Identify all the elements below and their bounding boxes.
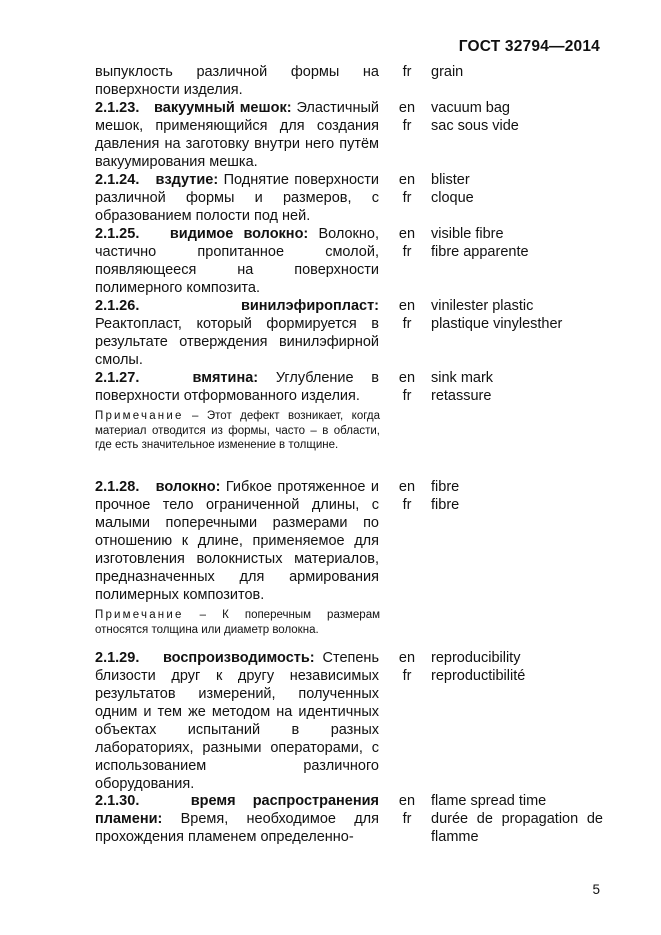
- term-name: вакуумный мешок:: [154, 100, 292, 116]
- term-text: [95, 171, 379, 225]
- term-text: [95, 369, 379, 405]
- term-text: [95, 478, 379, 604]
- lang-code-en: en: [398, 172, 416, 188]
- equivalent-fr: fibre apparente: [431, 244, 529, 260]
- term-definition: Эластичный мешок, применяющийся для создания давления на заготовку внутри него путём вакуумирования мешка.: [95, 100, 379, 170]
- equivalent-fr: grain: [431, 64, 464, 80]
- term-definition: Поднятие поверхности различной формы и размеров, с образованием полости под ней.: [95, 172, 380, 224]
- term-number: 2.1.26.: [95, 298, 140, 314]
- term-number: 2.1.27.: [95, 370, 140, 386]
- term-text: [95, 225, 379, 297]
- term-definition: Время, необходимое для прохождения пламенем определенно-: [95, 811, 379, 845]
- term-number: 2.1.29.: [95, 650, 140, 666]
- lang-code-fr: fr: [402, 811, 412, 827]
- equivalent-fr: cloque: [431, 190, 474, 206]
- term-name: волокно:: [155, 479, 221, 495]
- equivalent-en: sink mark: [431, 370, 494, 386]
- term-definition: Волокно, частично пропитанное смолой, появляющееся на поверхности полимерного композита.: [95, 226, 379, 296]
- equivalent-en: blister: [431, 172, 470, 188]
- equivalent-en: flame spread time: [431, 793, 547, 809]
- term-text: [95, 297, 379, 369]
- equivalent-fr: fibre: [431, 497, 460, 513]
- equivalent-en: reproducibility: [431, 650, 521, 666]
- term-name: воспроизводимость:: [162, 650, 315, 666]
- equivalent-fr: reproductibilité: [431, 668, 526, 684]
- equivalent-fr: durée de propagation de flamme: [431, 811, 603, 845]
- lang-code-en: en: [398, 226, 416, 242]
- lang-code-fr: fr: [402, 316, 412, 332]
- note-label: Примечание: [95, 609, 184, 621]
- term-number: 2.1.25.: [95, 226, 140, 242]
- entry-continuation-text: выпуклость различной формы на поверхности изделия.: [95, 64, 379, 98]
- equivalent-en: vacuum bag: [431, 100, 510, 116]
- lang-code-fr: fr: [402, 388, 412, 404]
- lang-code-fr: fr: [402, 190, 412, 206]
- term-text: [95, 649, 379, 793]
- term-name: вмятина:: [192, 370, 259, 386]
- note-text: – Этот дефект возникает, когда материал отводится из формы, часто – в области, где есть значительное изменение в толщине.: [95, 410, 380, 451]
- lang-code-fr: fr: [402, 118, 412, 134]
- page-number: 5: [592, 882, 600, 897]
- term-number: 2.1.30.: [95, 793, 140, 809]
- term-note: [95, 608, 380, 637]
- term-number: 2.1.23.: [95, 100, 140, 116]
- note-label: Примечание: [95, 410, 184, 422]
- lang-code-en: en: [398, 298, 416, 314]
- term-definition: Углубление в поверхности отформованного изделия.: [95, 370, 380, 404]
- term-name: видимое волокно:: [169, 226, 309, 242]
- lang-code-en: en: [398, 793, 416, 809]
- equivalent-en: visible fibre: [431, 226, 504, 242]
- term-text: [95, 792, 379, 846]
- lang-code-fr: fr: [402, 668, 412, 684]
- term-note: [95, 409, 380, 453]
- lang-code-fr: fr: [402, 244, 412, 260]
- equivalent-en: fibre: [431, 479, 460, 495]
- equivalent-fr: retassure: [431, 388, 492, 404]
- lang-code-fr: fr: [402, 64, 412, 80]
- lang-code-en: en: [398, 479, 416, 495]
- lang-code-en: en: [398, 650, 416, 666]
- lang-code-fr: fr: [402, 497, 412, 513]
- term-name: винилэфиропласт:: [240, 298, 379, 314]
- term-name: вздутие:: [155, 172, 219, 188]
- term-text: [95, 99, 379, 171]
- term-name: время распространения пламени:: [95, 793, 380, 827]
- document-header: ГОСТ 32794—2014: [458, 38, 600, 55]
- lang-code-en: en: [398, 370, 416, 386]
- equivalent-en: vinilester plastic: [431, 298, 534, 314]
- term-number: 2.1.24.: [95, 172, 140, 188]
- term-definition: Реактопласт, который формируется в результате отверждения винилэфирной смолы.: [95, 316, 379, 368]
- lang-code-en: en: [398, 100, 416, 116]
- term-definition: Гибкое протяженное и прочное тело ограниченной длины, с малыми поперечными размерами по отношению к длине, применяемое для изготовления волокнистых материалов, предназначенных для армирования полимерных композитов.: [95, 479, 379, 603]
- term-number: 2.1.28.: [95, 479, 140, 495]
- note-text: – К поперечным размерам относятся толщина или диаметр волокна.: [95, 609, 380, 636]
- term-definition: Степень близости друг к другу независимых результатов измерений, полученных одним и тем же методом на идентичных объектах испытаний в разных лабораториях, разными операторами, с использованием различного оборудования.: [95, 650, 379, 792]
- equivalent-fr: plastique vinylesther: [431, 316, 563, 332]
- equivalent-fr: sac sous vide: [431, 118, 519, 134]
